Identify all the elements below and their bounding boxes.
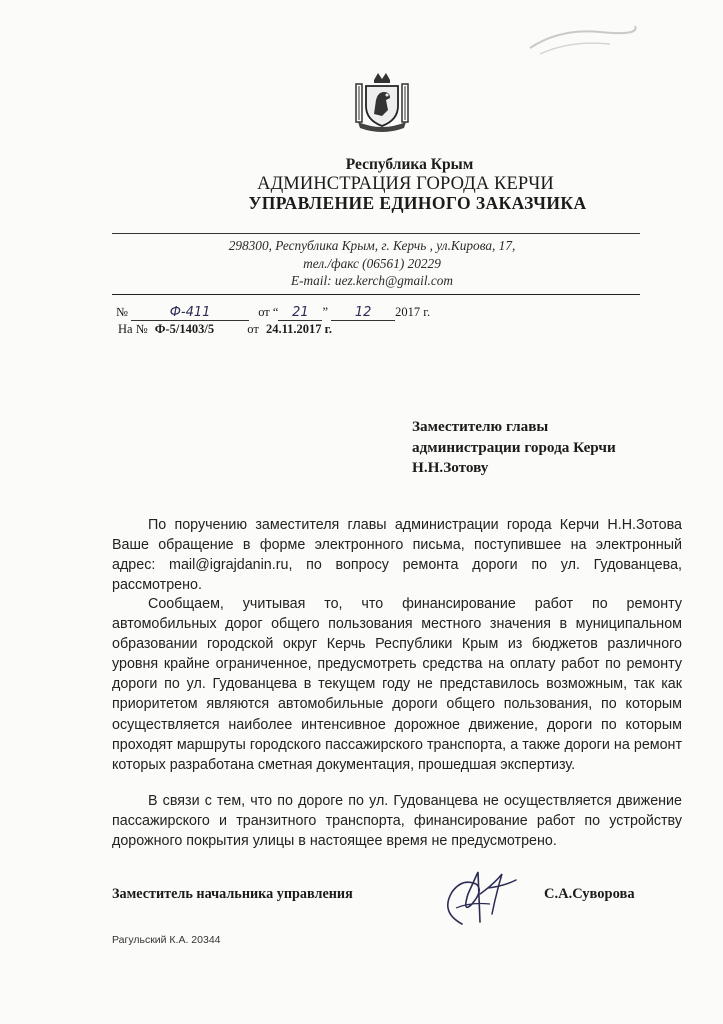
department-name: УПРАВЛЕНИЕ ЕДИНОГО ЗАКАЗЧИКА (248, 193, 587, 213)
reply-date: 24.11.2017 г. (265, 322, 333, 336)
phone-line: тел./факс (06561) 20229 (303, 256, 441, 271)
body-paragraph-1 (112, 515, 682, 595)
body-paragraph-3 (112, 791, 682, 851)
executor-info: Рагульский К.А. 20344 (112, 934, 221, 946)
addressee-line-3: Н.Н.Зотову (412, 459, 489, 476)
reply-to-line (118, 322, 332, 337)
reply-number: Ф-5/1403/5 (154, 322, 215, 336)
number-label: № (116, 305, 128, 319)
address-line: 298300, Республика Крым, г. Керчь , ул.Кирова, 17, (228, 238, 516, 253)
reply-label: На № (118, 322, 148, 336)
signatory-name: С.А.Суворова (544, 886, 635, 902)
addressee-line-2: администрации города Керчи (412, 438, 616, 456)
handwritten-signature (432, 864, 524, 932)
date-year: 2017 г. (395, 305, 431, 319)
signatory-role: Заместитель начальника управления (112, 886, 353, 902)
administration-name: АДМИНСТРАЦИЯ ГОРОДА КЕРЧИ (257, 174, 554, 194)
date-month: 12 (331, 305, 395, 321)
header-divider-bottom (112, 294, 640, 295)
paragraph-2-text: Сообщаем, учитывая то, что финансирование работ по ремонту автомобильных дорог общего пользования местного значения в муниципальном образовании городской округ Керчь Республики Крым из бюджетов различного уровня крайне ограниченное, предусмотреть средства на оплату работ по ремонту дороги по ул. Гудованцева в текущем году не представилось возможным, так как приоритетом являются автомобильные дороги общего пользования, по которым осуществляется наиболее интенсивное дорожное движение, дороги по которым проходят маршруты городского пассажирского транспорта, а также дороги на ремонт которых разработана сметная документация, прошедшая экспертизу. (112, 596, 682, 773)
date-label: от (258, 305, 270, 319)
email-line: E-mail: uez.kerch@gmail.com (290, 273, 454, 288)
date-day: 21 (278, 305, 322, 321)
republic-name: Республика Крым (345, 156, 474, 173)
reply-date-label: от (247, 322, 259, 336)
coat-of-arms-icon (352, 70, 412, 132)
paragraph-1-text: По поручению заместителя главы администрации города Керчи Н.Н.Зотова Ваше обращение в форме электронного письма, поступившее на электронный адрес: mail@igrajdanin.ru, по вопросу ремонта дороги по ул. Гудованцева, рассмотрено. (112, 517, 682, 594)
outgoing-number-line: № Ф-411 от “ 21 ” 12 2017 г. (116, 305, 431, 320)
addressee-block (412, 417, 616, 479)
header-divider-top (112, 233, 640, 234)
paragraph-3-text: В связи с тем, что по дороге по ул. Гудованцева не осуществляется движение пассажирского и транзитного транспорта, финансирование работ по устройству дорожного покрытия улицы в настоящее время не предусмотрено. (112, 793, 682, 850)
addressee-line-1: Заместителю главы (412, 418, 549, 435)
outgoing-number: Ф-411 (131, 305, 249, 321)
corner-stamp-mark (520, 18, 640, 58)
body-paragraph-2 (112, 594, 682, 775)
